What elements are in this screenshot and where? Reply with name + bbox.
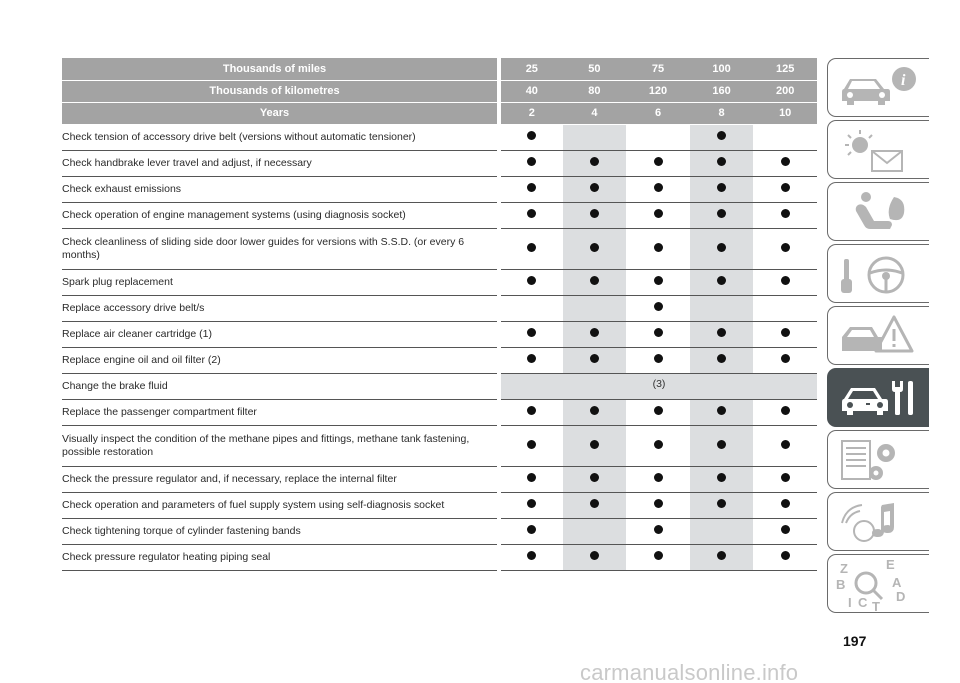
scheduled-dot-icon: [590, 551, 599, 560]
schedule-cell: [626, 228, 690, 269]
tab-index[interactable]: [827, 554, 929, 613]
svg-text:E: E: [886, 557, 895, 572]
schedule-cell: [753, 466, 817, 492]
task-label: Check operation of engine management systems (using diagnosis socket): [62, 208, 406, 221]
scheduled-dot-icon: [717, 440, 726, 449]
maintenance-schedule-table: [62, 58, 817, 571]
multimedia-icon: [828, 493, 929, 551]
schedule-cell: [753, 425, 817, 466]
schedule-cell: [563, 150, 627, 176]
svg-text:B: B: [836, 577, 846, 592]
breakdown-triangle-icon: [828, 307, 929, 365]
scheduled-dot-icon: [527, 440, 536, 449]
schedule-cell: [690, 466, 754, 492]
scheduled-dot-icon: [590, 354, 599, 363]
scheduled-dot-icon: [654, 354, 663, 363]
schedule-cell: [690, 321, 754, 347]
schedule-cell: [626, 321, 690, 347]
table-row: [62, 399, 817, 425]
scheduled-dot-icon: [781, 525, 790, 534]
scheduled-dot-icon: [527, 243, 536, 252]
tab-dashboard-lights[interactable]: [827, 120, 929, 179]
scheduled-dot-icon: [717, 406, 726, 415]
scheduled-dot-icon: [527, 473, 536, 482]
airbag-seat-icon: [828, 183, 929, 241]
schedule-cell: [499, 124, 563, 150]
scheduled-dot-icon: [527, 525, 536, 534]
car-maintenance-icon: [828, 369, 929, 427]
schedule-cell: [563, 492, 627, 518]
header-row-miles: [62, 58, 817, 80]
note-reference: (3): [652, 377, 666, 390]
scheduled-dot-icon: [654, 243, 663, 252]
schedule-cell: [626, 295, 690, 321]
scheduled-dot-icon: [781, 328, 790, 337]
alphabetical-index-icon: [828, 555, 929, 613]
schedule-cell: [690, 228, 754, 269]
scheduled-dot-icon: [590, 157, 599, 166]
scheduled-dot-icon: [527, 406, 536, 415]
warning-lights-icon: [828, 121, 929, 179]
scheduled-dot-icon: [590, 276, 599, 285]
schedule-cell: [753, 124, 817, 150]
scheduled-dot-icon: [654, 406, 663, 415]
schedule-cell: [753, 269, 817, 295]
scheduled-dot-icon: [781, 440, 790, 449]
scheduled-dot-icon: [781, 209, 790, 218]
schedule-cell: [499, 269, 563, 295]
task-label: Check cleanliness of sliding side door lower guides for versions with S.S.D. (or every 6 months): [62, 235, 465, 261]
scheduled-dot-icon: [781, 406, 790, 415]
schedule-cell: [499, 202, 563, 228]
table-row: [62, 373, 817, 399]
scheduled-dot-icon: [590, 499, 599, 508]
scheduled-dot-icon: [654, 551, 663, 560]
scheduled-dot-icon: [781, 243, 790, 252]
task-label: Check operation and parameters of fuel supply system using self-diagnosis socket: [62, 498, 445, 511]
schedule-cell: [499, 518, 563, 544]
schedule-cell: [626, 176, 690, 202]
svg-text:Z: Z: [840, 561, 848, 576]
scheduled-dot-icon: [781, 473, 790, 482]
schedule-cell: [626, 466, 690, 492]
schedule-cell: [690, 269, 754, 295]
scheduled-dot-icon: [654, 328, 663, 337]
scheduled-dot-icon: [717, 473, 726, 482]
header-label: Thousands of miles: [62, 58, 499, 80]
table-row: [62, 492, 817, 518]
table-row: [62, 269, 817, 295]
task-label: Replace engine oil and oil filter (2): [62, 353, 221, 366]
scheduled-dot-icon: [717, 354, 726, 363]
schedule-cell: [499, 295, 563, 321]
schedule-cell: [626, 269, 690, 295]
header-label: Thousands of kilometres: [62, 80, 499, 102]
table-row: [62, 202, 817, 228]
scheduled-dot-icon: [590, 406, 599, 415]
header-value: 120: [626, 80, 690, 102]
schedule-cell: [499, 176, 563, 202]
scheduled-dot-icon: [527, 354, 536, 363]
scheduled-dot-icon: [527, 131, 536, 140]
schedule-cell: [690, 399, 754, 425]
scheduled-dot-icon: [527, 328, 536, 337]
table-row: [62, 124, 817, 150]
schedule-cell: [626, 492, 690, 518]
schedule-cell: [753, 492, 817, 518]
schedule-cell: [690, 425, 754, 466]
scheduled-dot-icon: [717, 157, 726, 166]
header-value: 25: [499, 58, 563, 80]
schedule-cell: [753, 544, 817, 570]
svg-text:i: i: [901, 72, 906, 89]
schedule-cell: [563, 321, 627, 347]
table-row: [62, 228, 817, 269]
svg-text:T: T: [872, 599, 880, 614]
tab-technical-data[interactable]: [827, 430, 929, 489]
header-value: 100: [690, 58, 754, 80]
schedule-cell: [626, 399, 690, 425]
svg-text:D: D: [896, 589, 906, 604]
schedule-header: [62, 58, 817, 124]
schedule-cell: [499, 347, 563, 373]
schedule-cell: [563, 202, 627, 228]
key-steering-wheel-icon: [828, 245, 929, 303]
table-row: [62, 176, 817, 202]
scheduled-dot-icon: [717, 551, 726, 560]
schedule-cell: [626, 202, 690, 228]
schedule-cell: [626, 425, 690, 466]
schedule-cell: [753, 321, 817, 347]
table-row: [62, 466, 817, 492]
task-label: Change the brake fluid: [62, 379, 168, 392]
task-label: Replace the passenger compartment filter: [62, 405, 257, 418]
schedule-cell: [626, 347, 690, 373]
watermark: carmanualsonline.info: [580, 660, 799, 683]
schedule-cell: [563, 518, 627, 544]
schedule-cell: [690, 176, 754, 202]
scheduled-dot-icon: [527, 209, 536, 218]
svg-text:C: C: [858, 595, 868, 610]
scheduled-dot-icon: [654, 183, 663, 192]
scheduled-dot-icon: [527, 551, 536, 560]
task-label: Check pressure regulator heating piping seal: [62, 550, 271, 563]
schedule-cell: [563, 124, 627, 150]
scheduled-dot-icon: [590, 183, 599, 192]
header-row-years: [62, 102, 817, 124]
scheduled-dot-icon: [654, 473, 663, 482]
schedule-cell: [563, 399, 627, 425]
scheduled-dot-icon: [527, 183, 536, 192]
header-value: 75: [626, 58, 690, 80]
schedule-cell: [563, 228, 627, 269]
scheduled-dot-icon: [781, 183, 790, 192]
schedule-cell: [753, 518, 817, 544]
scheduled-dot-icon: [654, 302, 663, 311]
scheduled-dot-icon: [781, 276, 790, 285]
tab-starting-driving[interactable]: [827, 244, 929, 303]
svg-text:A: A: [892, 575, 902, 590]
header-value: 160: [690, 80, 754, 102]
header-label: Years: [62, 102, 499, 124]
scheduled-dot-icon: [590, 209, 599, 218]
header-value: 6: [626, 102, 690, 124]
scheduled-dot-icon: [527, 499, 536, 508]
tab-knowing-your-vehicle[interactable]: [827, 58, 929, 117]
schedule-cell: [499, 466, 563, 492]
schedule-cell: [753, 399, 817, 425]
task-label: Check the pressure regulator and, if necessary, replace the internal filter: [62, 472, 397, 485]
header-value: 4: [563, 102, 627, 124]
schedule-cell: [753, 228, 817, 269]
scheduled-dot-icon: [590, 440, 599, 449]
scheduled-dot-icon: [781, 354, 790, 363]
car-info-icon: [828, 59, 929, 117]
schedule-body: [62, 124, 817, 570]
schedule-cell: [690, 295, 754, 321]
scheduled-dot-icon: [781, 157, 790, 166]
scheduled-dot-icon: [527, 276, 536, 285]
table-row: [62, 425, 817, 466]
table-row: [62, 518, 817, 544]
scheduled-dot-icon: [590, 243, 599, 252]
scheduled-dot-icon: [781, 499, 790, 508]
schedule-cell: [563, 176, 627, 202]
schedule-cell: [690, 347, 754, 373]
task-label: Replace accessory drive belt/s: [62, 301, 205, 314]
schedule-cell: [626, 518, 690, 544]
header-value: 200: [753, 80, 817, 102]
task-label: Check tightening torque of cylinder fastening bands: [62, 524, 301, 537]
schedule-cell: [753, 202, 817, 228]
schedule-cell: [499, 492, 563, 518]
tab-multimedia[interactable]: [827, 492, 929, 551]
scheduled-dot-icon: [654, 157, 663, 166]
header-value: 50: [563, 58, 627, 80]
scheduled-dot-icon: [654, 209, 663, 218]
task-label: Check handbrake lever travel and adjust, if necessary: [62, 156, 312, 169]
scheduled-dot-icon: [654, 440, 663, 449]
table-row: [62, 321, 817, 347]
schedule-cell: [690, 150, 754, 176]
scheduled-dot-icon: [717, 183, 726, 192]
schedule-cell: [499, 321, 563, 347]
schedule-cell: [626, 544, 690, 570]
schedule-cell: [499, 228, 563, 269]
scheduled-dot-icon: [654, 525, 663, 534]
task-label: Spark plug replacement: [62, 275, 173, 288]
task-label: Check tension of accessory drive belt (versions without automatic tensioner): [62, 130, 416, 143]
scheduled-dot-icon: [781, 551, 790, 560]
schedule-cell: [753, 150, 817, 176]
schedule-cell: [690, 124, 754, 150]
scheduled-dot-icon: [717, 243, 726, 252]
schedule-cell: [690, 492, 754, 518]
header-value: 2: [499, 102, 563, 124]
scheduled-dot-icon: [590, 473, 599, 482]
schedule-cell: [563, 269, 627, 295]
tab-in-an-emergency[interactable]: [827, 306, 929, 365]
scheduled-dot-icon: [717, 131, 726, 140]
table-row: [62, 295, 817, 321]
scheduled-dot-icon: [717, 276, 726, 285]
table-row: [62, 150, 817, 176]
schedule-cell: [563, 347, 627, 373]
schedule-cell: [563, 466, 627, 492]
technical-data-icon: [828, 431, 929, 489]
schedule-cell: [563, 425, 627, 466]
page-number: 197: [843, 633, 867, 649]
header-value: 8: [690, 102, 754, 124]
tab-servicing-and-care[interactable]: [827, 368, 929, 427]
schedule-cell: [626, 150, 690, 176]
schedule-cell: [499, 150, 563, 176]
scheduled-dot-icon: [654, 499, 663, 508]
scheduled-dot-icon: [717, 209, 726, 218]
schedule-cell: [690, 518, 754, 544]
schedule-cell: [690, 544, 754, 570]
schedule-cell: [626, 124, 690, 150]
schedule-cell: [753, 295, 817, 321]
task-label: Check exhaust emissions: [62, 182, 182, 195]
table-row: [62, 544, 817, 570]
header-row-kilometres: [62, 80, 817, 102]
tab-safety[interactable]: [827, 182, 929, 241]
task-label: Replace air cleaner cartridge (1): [62, 327, 212, 340]
scheduled-dot-icon: [590, 328, 599, 337]
schedule-cell: [499, 425, 563, 466]
header-value: 125: [753, 58, 817, 80]
svg-text:I: I: [848, 595, 852, 610]
header-value: 10: [753, 102, 817, 124]
chapter-sidenav: [827, 58, 929, 616]
header-value: 80: [563, 80, 627, 102]
scheduled-dot-icon: [654, 276, 663, 285]
table-row: [62, 347, 817, 373]
schedule-cell: [753, 347, 817, 373]
scheduled-dot-icon: [527, 157, 536, 166]
schedule-cell: [499, 544, 563, 570]
scheduled-dot-icon: [717, 328, 726, 337]
schedule-cell: [563, 544, 627, 570]
scheduled-dot-icon: [717, 499, 726, 508]
schedule-cell: [753, 176, 817, 202]
schedule-cell: [499, 399, 563, 425]
header-value: 40: [499, 80, 563, 102]
schedule-cell: [690, 202, 754, 228]
task-label: Visually inspect the condition of the methane pipes and fittings, methane tank fastening, possible restoration: [62, 432, 470, 458]
schedule-cell: [563, 295, 627, 321]
